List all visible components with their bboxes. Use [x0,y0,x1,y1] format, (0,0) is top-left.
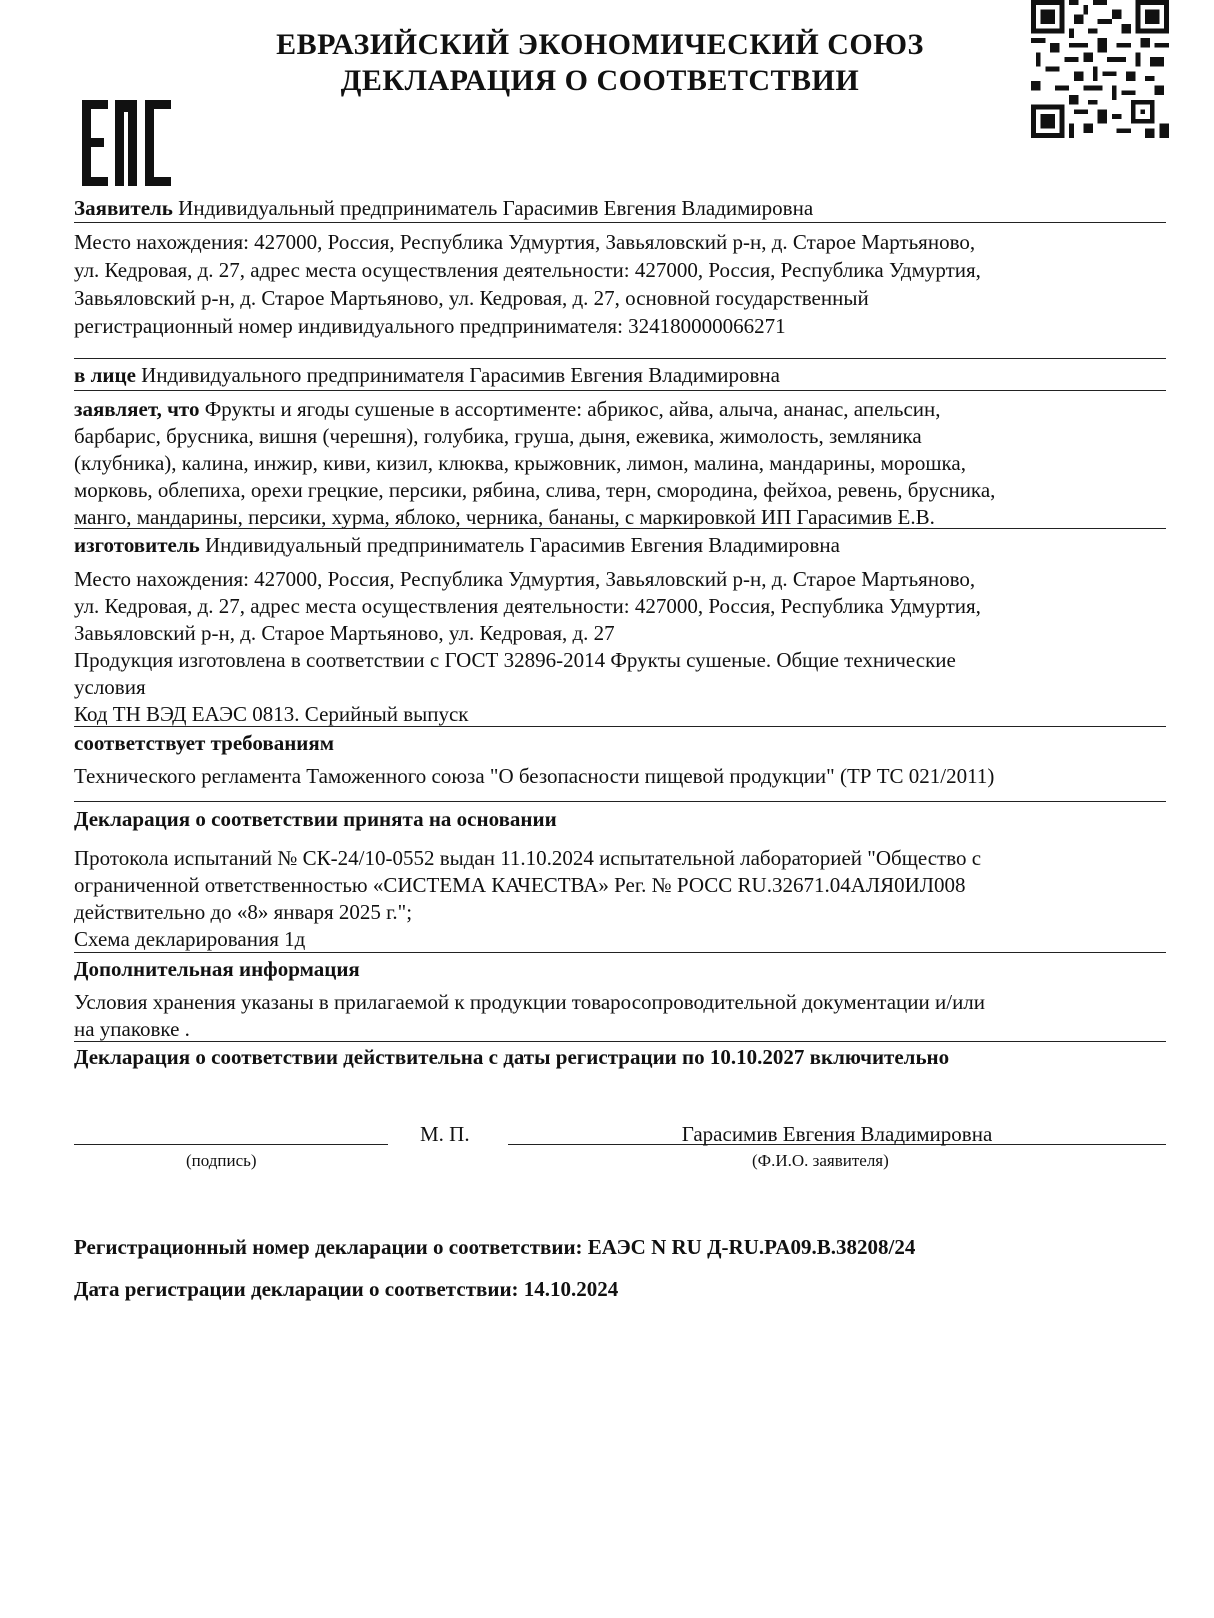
applicant-address-line: Завьяловский р-н, д. Старое Мартьяново, ул. Кедровая, д. 27, основной государственный [74,286,869,310]
basis-line: ограниченной ответственностью «СИСТЕМА КАЧЕСТВА» Рег. № РОСС RU.32671.04АЛЯ0ИЛ008 [74,873,966,897]
basis-line: действительно до «8» января 2025 г."; [74,900,413,924]
signer-name: Гарасимив Евгения Владимировна [681,1122,993,1146]
qr-code-icon [1030,0,1170,138]
representative-line [74,361,1169,389]
representative-label: в лице [74,363,136,387]
manufacturer-label: изготовитель [74,533,200,557]
requirements-label: соответствует требованиям [74,731,335,755]
standard-line: Продукция изготовлена в соответствии с ГОСТ 32896-2014 Фрукты сушеные. Общие технические [74,648,956,672]
requirements-text: Технического регламента Таможенного союза "О безопасности пищевой продукции" (ТР ТС 021/2011) [74,764,995,788]
applicant-line [74,194,1169,222]
standard-line: условия [74,675,146,699]
basis-label: Декларация о соответствии принята на основании [74,807,557,831]
declares-line [74,395,1169,423]
additional-line: Условия хранения указаны в прилагаемой к продукции товаросопроводительной документации и/или [74,990,986,1014]
product-line: Фрукты и ягоды сушеные в ассортименте: абрикос, айва, алыча, ананас, апельсин, [199,397,941,421]
divider [74,952,1166,953]
signature-caption: (подпись) [186,1151,257,1170]
additional-line: на упаковке . [74,1017,190,1041]
product-line: манго, мандарины, персики, хурма, яблоко, черника, бананы, с маркировкой ИП Гарасимив Е.В. [74,505,935,529]
applicant-address-line: регистрационный номер индивидуального предпринимателя: 324180000066271 [74,314,786,338]
basis-line: Протокола испытаний № СК-24/10-0552 выдан 11.10.2024 испытательной лабораторией "Общество с [74,846,982,870]
representative-name: Индивидуального предпринимателя Гарасимив Евгения Владимировна [135,363,780,387]
divider [74,390,1166,391]
manufacturer-address-line: Завьяловский р-н, д. Старое Мартьяново, ул. Кедровая, д. 27 [74,621,615,645]
product-code: Код ТН ВЭД ЕАЭС 0813. Серийный выпуск [74,702,469,726]
eac-mark-icon [82,100,182,196]
name-caption: (Ф.И.О. заявителя) [752,1151,889,1170]
product-line: (клубника), калина, инжир, киви, кизил, клюква, крыжовник, лимон, малина, мандарины, морошка, [74,451,967,475]
product-line: морковь, облепиха, орехи грецкие, персики, рябина, слива, терн, смородина, фейхоа, ревень, брусника, [74,478,996,502]
manufacturer-address-line: ул. Кедровая, д. 27, адрес места осуществления деятельности: 427000, Россия, Республика Удмуртия, [74,594,981,618]
manufacturer-name: Индивидуальный предприниматель Гарасимив Евгения Владимировна [199,533,840,557]
applicant-address-line: ул. Кедровая, д. 27, адрес места осуществления деятельности: 427000, Россия, Республика Удмуртия, [74,258,981,282]
applicant-label: Заявитель [74,196,173,220]
scheme-line: Схема декларирования 1д [74,927,306,951]
manufacturer-address-line: Место нахождения: 427000, Россия, Республика Удмуртия, Завьяловский р-н, д. Старое Мартьяново, [74,567,976,591]
signature-line [74,1144,388,1145]
header-line-2: ДЕКЛАРАЦИЯ О СООТВЕТСТВИИ [340,64,860,97]
stamp-label: М. П. [420,1122,470,1146]
applicant-name: Индивидуальный предприниматель Гарасимив Евгения Владимировна [172,196,814,220]
applicant-address-line: Место нахождения: 427000, Россия, Республика Удмуртия, Завьяловский р-н, д. Старое Мартьяново, [74,230,976,254]
registration-date: Дата регистрации декларации о соответствии: 14.10.2024 [74,1277,619,1301]
divider [74,1041,1166,1042]
header-line-1: ЕВРАЗИЙСКИЙ ЭКОНОМИЧЕСКИЙ СОЮЗ [276,28,924,61]
divider [74,801,1166,802]
declares-label: заявляет, что [74,397,200,421]
validity-line: Декларация о соответствии действительна с даты регистрации по 10.10.2027 включительно [74,1045,950,1069]
manufacturer-line [74,531,1169,559]
divider [74,726,1166,727]
divider [74,222,1166,223]
divider [74,358,1166,359]
product-line: барбарис, брусника, вишня (черешня), голубика, груша, дыня, ежевика, жимолость, земляника [74,424,922,448]
divider [74,528,1166,529]
registration-number: Регистрационный номер декларации о соответствии: ЕАЭС N RU Д-RU.PA09.B.38208/24 [74,1235,916,1259]
additional-label: Дополнительная информация [74,957,360,981]
